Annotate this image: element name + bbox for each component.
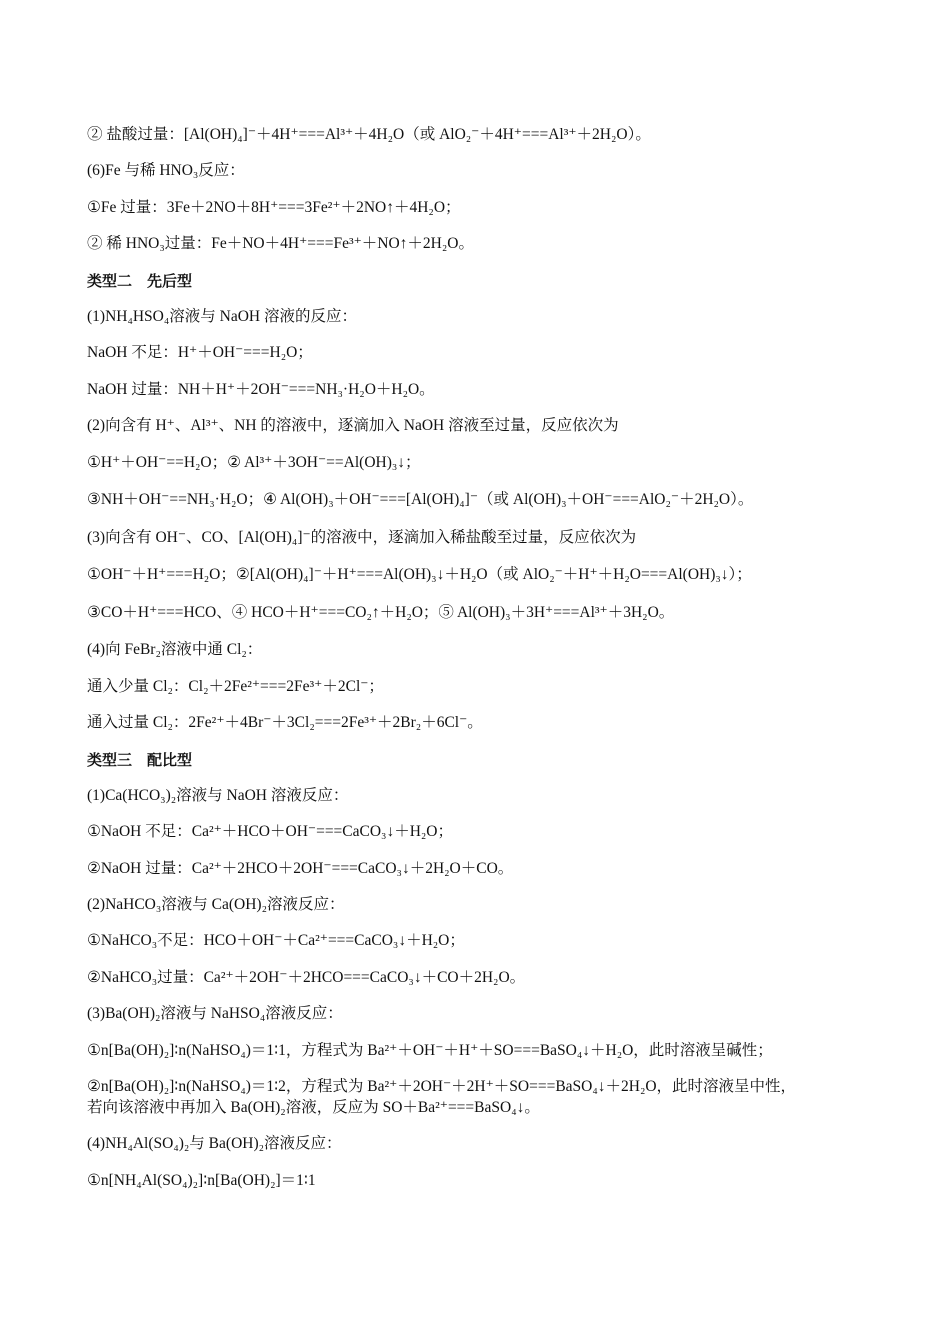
text-line: ③NH＋OH⁻==NH₃·H₂O；④ Al(OH)₃＋OH⁻===[Al(OH)₄]⁻（或 Al(OH)₃＋OH⁻===AlO₂⁻＋2H₂O）。 — [87, 491, 754, 508]
text-line: 若向该溶液中再加入 Ba(OH)₂溶液，反应为 SO＋Ba²⁺===BaSO₄↓。 — [87, 1099, 540, 1116]
text-line: NaOH 不足：H⁺＋OH⁻===H₂O； — [87, 344, 313, 361]
text-line: (3)Ba(OH)₂溶液与 NaHSO₄溶液反应： — [87, 1005, 343, 1022]
text-line: ①H⁺＋OH⁻==H₂O；② Al³⁺＋3OH⁻==Al(OH)₃↓； — [87, 454, 421, 471]
section-heading: 类型三 配比型 — [87, 751, 193, 769]
text-line: ③CO＋H⁺===HCO、④ HCO＋H⁺===CO₂↑＋H₂O；⑤ Al(OH)₃＋3H⁺===Al³⁺＋3H₂O。 — [87, 604, 675, 621]
text-line: ② 稀 HNO₃过量：Fe＋NO＋4H⁺===Fe³⁺＋NO↑＋2H₂O。 — [87, 235, 474, 252]
text-line: (4)NH₄Al(SO₄)₂与 Ba(OH)₂溶液反应： — [87, 1135, 342, 1152]
text-line: 通入过量 Cl₂：2Fe²⁺＋4Br⁻＋3Cl₂===2Fe³⁺＋2Br₂＋6Cl⁻。 — [87, 714, 483, 731]
text-line: (3)向含有 OH⁻、CO、[Al(OH)₄]⁻的溶液中，逐滴加入稀盐酸至过量，反应依次为 — [87, 529, 637, 546]
text-line: ② 盐酸过量：[Al(OH)₄]⁻＋4H⁺===Al³⁺＋4H₂O（或 AlO₂⁻＋4H⁺===Al³⁺＋2H₂O）。 — [87, 126, 651, 143]
text-line: (2)向含有 H⁺、Al³⁺、NH 的溶液中，逐滴加入 NaOH 溶液至过量，反应依次为 — [87, 417, 619, 434]
section-heading: 类型二 先后型 — [87, 272, 193, 290]
text-line: (2)NaHCO₃溶液与 Ca(OH)₂溶液反应： — [87, 896, 345, 913]
text-line: ①n[NH₄Al(SO₄)₂]∶n[Ba(OH)₂]＝1∶1 — [87, 1172, 316, 1189]
text-line: (6)Fe 与稀 HNO₃反应： — [87, 162, 245, 179]
text-line: ①NaHCO₃不足：HCO＋OH⁻＋Ca²⁺===CaCO₃↓＋H₂O； — [87, 932, 465, 949]
text-line: ②NaOH 过量：Ca²⁺＋2HCO＋2OH⁻===CaCO₃↓＋2H₂O＋CO。 — [87, 860, 514, 877]
text-line: (4)向 FeBr₂溶液中通 Cl₂： — [87, 641, 263, 658]
text-line: ①Fe 过量：3Fe＋2NO＋8H⁺===3Fe²⁺＋2NO↑＋4H₂O； — [87, 199, 461, 216]
text-line: ①NaOH 不足：Ca²⁺＋HCO＋OH⁻===CaCO₃↓＋H₂O； — [87, 823, 453, 840]
text-line: NaOH 过量：NH＋H⁺＋2OH⁻===NH₃·H₂O＋H₂O。 — [87, 381, 435, 398]
text-line: (1)NH₄HSO₄溶液与 NaOH 溶液的反应： — [87, 308, 357, 325]
text-line: (1)Ca(HCO₃)₂溶液与 NaOH 溶液反应： — [87, 787, 349, 804]
text-line: 通入少量 Cl₂：Cl₂＋2Fe²⁺===2Fe³⁺＋2Cl⁻； — [87, 678, 384, 695]
text-line: ②NaHCO₃过量：Ca²⁺＋2OH⁻＋2HCO===CaCO₃↓＋CO＋2H₂O。 — [87, 969, 526, 986]
text-line: ①OH⁻＋H⁺===H₂O；②[Al(OH)₄]⁻＋H⁺===Al(OH)₃↓＋H₂O（或 AlO₂⁻＋H⁺＋H₂O===Al(OH)₃↓）； — [87, 566, 752, 583]
text-line: ②n[Ba(OH)₂]∶n(NaHSO₄)＝1∶2，方程式为 Ba²⁺＋2OH⁻＋2H⁺＋SO===BaSO₄↓＋2H₂O，此时溶液呈中性， — [87, 1078, 797, 1095]
text-line: ①n[Ba(OH)₂]∶n(NaHSO₄)＝1∶1，方程式为 Ba²⁺＋OH⁻＋H⁺＋SO===BaSO₄↓＋H₂O，此时溶液呈碱性； — [87, 1042, 773, 1059]
